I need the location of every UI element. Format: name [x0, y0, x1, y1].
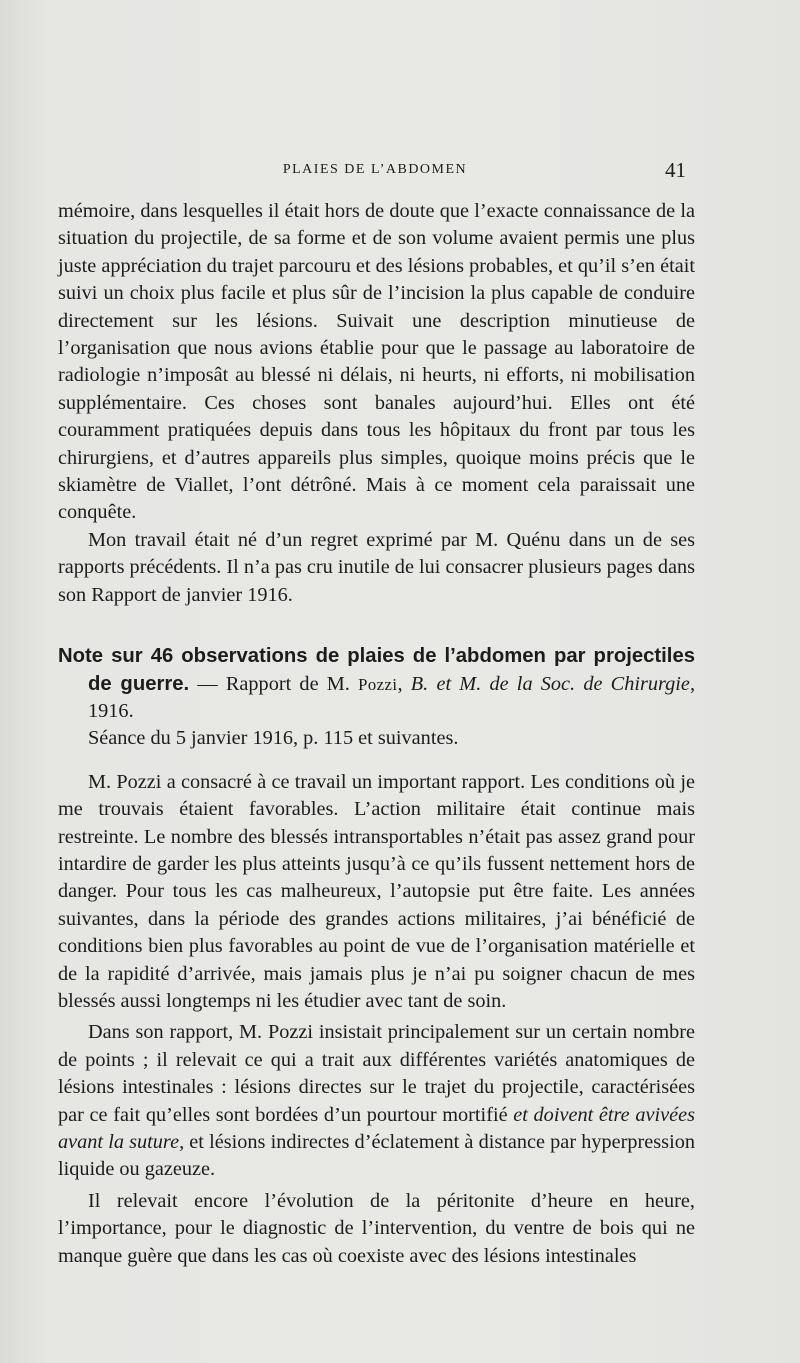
paragraph-peritonitis: Il relevait encore l’évolution de la péritonite d’heure en heure, l’importance, pour le diagnostic de l’intervention, du ventre de bois qui ne manque guère que dans les cas où coexiste avec des lésions intestinales — [58, 1189, 695, 1267]
note-ref-year: , 1916. — [88, 672, 696, 722]
bibliographic-note: Note sur 46 observations de plaies de l’abdomen par projectiles de guerre. — Rapport de M. Pozzi, B. et M. de la Soc. de Chirurgie, 1916. Séance du 5 janvier 1916, p. 115 et suivantes. — [58, 643, 695, 753]
paragraph-pozzi-report: M. Pozzi a consacré à ce travail un important rapport. Les conditions où je me trouvais étaient favorables. L’action militaire était continue mais restreinte. Le nombre des blessés intransportables n’était pas assez grand pour intardire de garder les plus atteints jusqu’à ce qu’ils fussent nettement hors de danger. Pour tous les cas malheureux, l’autopsie put être faite. Les années suivantes, dans la période des grandes actions militaires, j’ai bénéficié de conditions bien plus favorables au point de vue de l’organisation matérielle et de la rapidité d’arrivée, mais jamais plus je n’ai pu soigner chacun de mes blessés aussi longtemps ni les étudier avec tant de soin. — [58, 770, 695, 1012]
note-ref-journal: B. et M. de la Soc. de Chirurgie — [410, 672, 690, 695]
paragraph-continued: mémoire, dans lesquelles il était hors de doute que l’exacte connaissance de la situation du projectile, de sa forme et de son volume avaient permis une plus juste appréciation du trajet parcouru et des lésions probables, et qu’il s’en était suivi un choix plus facile et plus sûr de l’incision la plus capable de conduire directement sur les lésions. Suivait une description minutieuse de l’organisation que nous avions établie pour que le passage au laboratoire de radiologie n’imposât au blessé ni délais, ni heurts, ni efforts, ni mobilisation supplémentaire. Ces choses sont banales aujourd’hui. Elles ont été couramment pratiquées depuis dans tous les hôpitaux du front par tous les chirurgiens, et d’autres appareils plus simples, quoique moins précis que le skiamètre de Viallet, l’ont détrôné. Mais à ce moment cela paraissait une conquête. — [58, 200, 695, 524]
paragraph-quenu: Mon travail était né d’un regret exprimé par M. Quénu dans un de ses rapports précédents. Il n’a pas cru inutile de lui consacrer plusieurs pages dans son Rapport de janvier 1916. — [58, 528, 695, 606]
paragraph-lesions-part2: et lésions indirectes d’éclatement à distance par hyperpression liquide ou gazeuze. — [58, 1131, 695, 1181]
paragraph-lesions-italic: et doivent être avivées avant la suture, — [58, 1103, 695, 1153]
paragraph-lesions-part1: Dans son rapport, M. Pozzi insistait principalement sur un certain nombre de points ; il relevait ce qui a trait aux différentes variétés anatomiques de lésions intestinales : lésions directes sur le trajet du projectile, caractérisées par ce fait qu’elles sont bordées d’un pourtour mortifié — [58, 1021, 695, 1126]
paragraph-lesions — [58, 1019, 695, 1183]
page-number: 41 — [665, 158, 686, 182]
note-session: Séance du 5 janvier 1916, p. 115 et suivantes. — [88, 727, 459, 750]
note-ref-author: Pozzi — [358, 674, 398, 694]
body-text — [58, 198, 695, 1270]
note-ref-prefix: — Rapport de M. — [189, 672, 359, 695]
page-header — [60, 158, 690, 188]
running-title: PLAIES DE L’ABDOMEN — [282, 162, 468, 177]
note-title: Note sur 46 observations de plaies de l’abdomen par projectiles de guerre. — [58, 645, 695, 695]
